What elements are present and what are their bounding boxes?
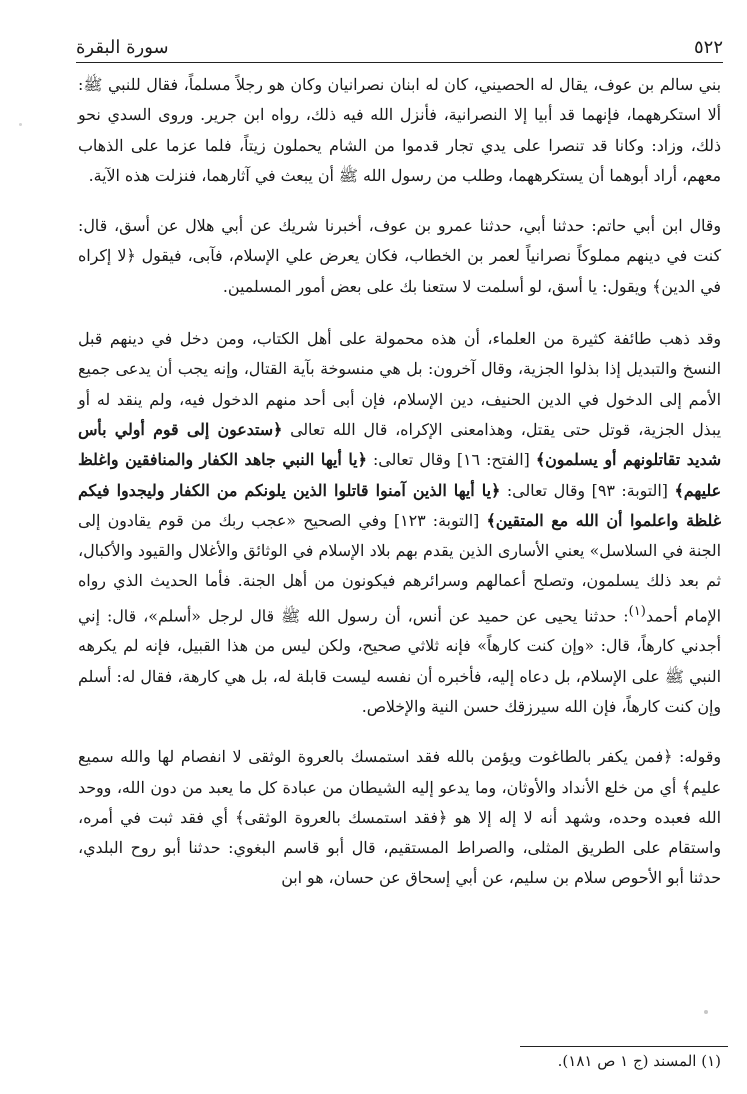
paragraph-1: بني سالم بن عوف، يقال له الحصيني، كان له ابنان نصرانيان وكان هو رجلاً مسلماً، فقال للنبي ﷺ: ألا استكرههما، فإنهما قد أبيا إلا النصرانية، فأنزل الله فيه ذلك، رواه ابن جرير. وروى السدي نحو ذلك، وزاد: وكانا قد تنصرا على يدي تجار قدموا من الشام يحملون زيتاً، فلما عزما على الذهاب معهم، أراد أبوهما أن يستكرههما، وطلب من رسول الله ﷺ أن يبعث في آثارهما، فنزلت هذه الآية. [78,75,721,185]
text-segment: [التوبة: ٩٣] وقال تعالى: [500,480,675,500]
text-segment: [التوبة: ١٢٣] وفي الصحيح «عجب ربك من قوم يقادون إلى الجنة في السلاسل» يعني الأسارى الذين يقدم بهم بلاد الإسلام في الوثائق والأغلال والقيود والأكبال، ثم بعد ذلك يسلمون، وتصلح أعمالهم وسرائرهم فيكونون من أهل الجنة. فأما الحديث الذي رواه الإمام أحمد [78,510,721,626]
footnote: (١) المسند (ج ١ ص ١٨١). [557,1052,721,1070]
quran-verse: ﴿ستدعون إلى قوم أولي بأس شديد تقاتلونهم أو يسلمون﴾ [78,419,721,470]
text-segment: : حدثنا يحيى عن حميد عن أنس، أن رسول الله ﷺ قال لرجل «أسلم»، قال: إني أجدني كارهاً، قال: «وإن كنت كارهاً» فإنه ثلاثي صحيح، ولكن ليس من هذا القبيل، فإنه لم يكرهه النبي ﷺ على الإسلام، بل دعاه إليه، فأخبره أن نفسه ليست قابلة له، بل هي كارهة، فقال له: أسلم وإن كنت كارهاً، فإن الله سيرزقك حسن النية والإخلاص. [78,606,721,716]
main-text [78,70,721,894]
text-segment: [الفتح: ١٦] وقال تعالى: [366,450,536,470]
quran-verse: ﴿يا أيها الذين آمنوا قاتلوا الذين يلونكم من الكفار وليجدوا فيكم غلظة واعلموا أن الله مع المتقين﴾ [78,480,721,530]
paragraph-4: وقوله: ﴿فمن يكفر بالطاغوت ويؤمن بالله فقد استمسك بالعروة الوثقى لا انفصام لها والله سميع عليم﴾ أي من خلع الأنداد والأوثان، وما يدعو إليه الشيطان من عبادة كل ما يعبد من دون الله، ووحد الله فعبده وحده، وشهد أنه لا إله إلا هو ﴿فقد استمسك بالعروة الوثقى﴾ أي فقد ثبت في أمره، واستقام على الطريق المثلى، والصراط المستقيم، قال أبو قاسم البغوي: حدثنا أبو روح البلدي، حدثنا أبو الأحوص سلام بن سليم، عن أبي إسحاق عن حسان، هو ابن [78,747,721,888]
footnote-reference: (١) [628,603,646,619]
text-segment: وقد ذهب طائفة كثيرة من العلماء، أن هذه محمولة على أهل الكتاب، ومن دخل في دينهم قبل النسخ والتبديل إذا بذلوا الجزية، وقال آخرون: بل هي منسوخة بآية القتال، وإنه يجب أن يدعى جميع الأمم إلى الدخول في الدين الحنيف، دين الإسلام، فإن أبى أحد منهم الدخول فيه، ولم ينقد له أو يبذل الجزية، قوتل حتى يقتل، وهذامعنى الإكراه، قال الله تعالى [78,329,721,439]
scan-speck [19,123,22,126]
quran-verse: ﴿يا أيها النبي جاهد الكفار والمنافقين واغلظ عليهم﴾ [78,450,721,500]
surah-title: سورة البقرة [76,37,169,58]
paragraph-2: وقال ابن أبي حاتم: حدثنا أبي، حدثنا عمرو بن عوف، أخبرنا شريك عن أبي هلال عن أسق، قال: كنت في دينهم مملوكاً نصرانياً لعمر بن الخطاب، فكان يعرض علي الإسلام، فآبى، فيقول ﴿لا إكراه في الدين﴾ ويقول: يا أسق، لو أسلمت لا ستعنا بك على بعض أمور المسلمين. [78,216,721,296]
page-header [76,28,723,63]
paragraph-3 [78,324,721,722]
scan-speck [704,1010,708,1014]
footnote-divider [520,1046,728,1047]
page-number: ٥٢٢ [693,37,723,58]
